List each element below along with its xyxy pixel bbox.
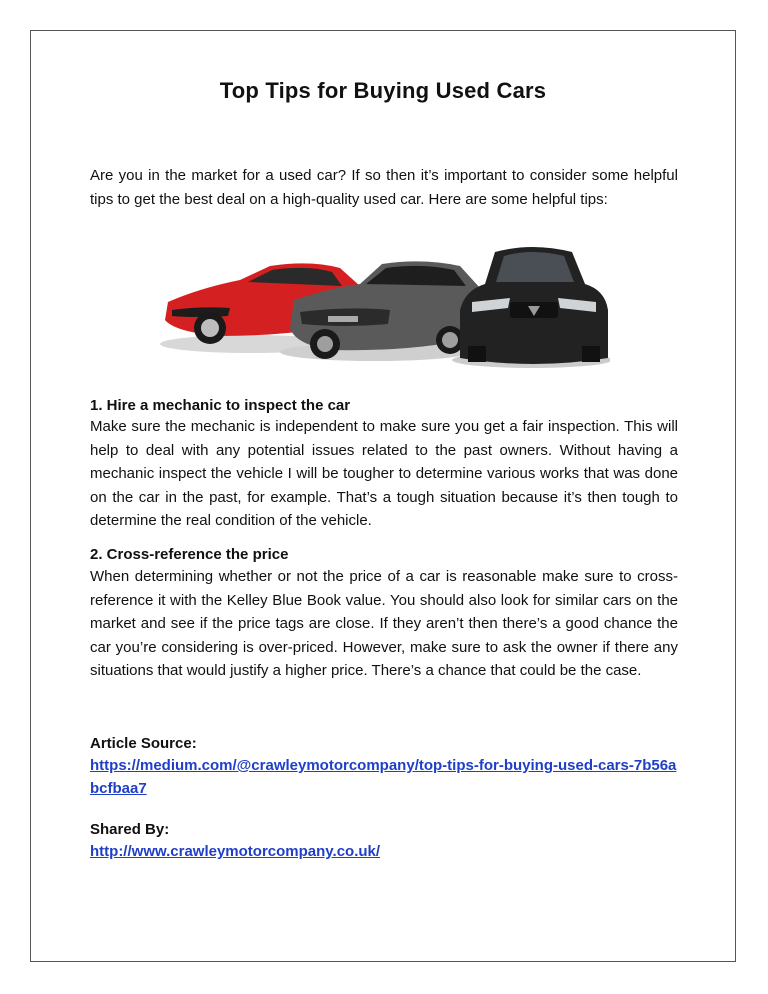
- intro-paragraph: Are you in the market for a used car? If so then it’s important to consider some helpful tips to get the best deal on a high-quality used car. Here are some helpful tips:: [90, 167, 678, 208]
- section-2-heading: 2. Cross-reference the price: [90, 546, 289, 563]
- article-source-label: Article Source:: [90, 735, 197, 752]
- document-title: Top Tips for Buying Used Cars: [219, 78, 547, 103]
- section-1-heading: 1. Hire a mechanic to inspect the car: [90, 397, 351, 414]
- section-2-body: When determining whether or not the price of a car is reasonable make sure to cross-reference it with the Kelley Blue Book value. You should also look for similar cars on the market and see if the price tags are close. If they aren’t then there’s a good chance the car you’re considering is over-priced. However, make sure to ask the owner if there any situations that would justify a higher price. There’s a chance that could be the case.: [90, 568, 678, 679]
- shared-by-label: Shared By:: [90, 821, 170, 838]
- section-1-body: Make sure the mechanic is independent to make sure you get a fair inspection. This will help to deal with any potential issues related to the past owners. Without having a mechanic inspect the vehicle I will be tougher to determine various works that was done on the car in the past, for example. That’s a tough situation because it’s then tough to determine the real condition of the vehicle.: [90, 418, 678, 529]
- article-source-link[interactable]: https://medium.com/@crawleymotorcompany/top-tips-for-buying-used-cars-7b56abcfbaa7: [90, 757, 677, 797]
- shared-by-link[interactable]: http://www.crawleymotorcompany.co.uk/: [90, 843, 381, 860]
- black-car: [460, 247, 608, 364]
- cars-image: [160, 228, 610, 378]
